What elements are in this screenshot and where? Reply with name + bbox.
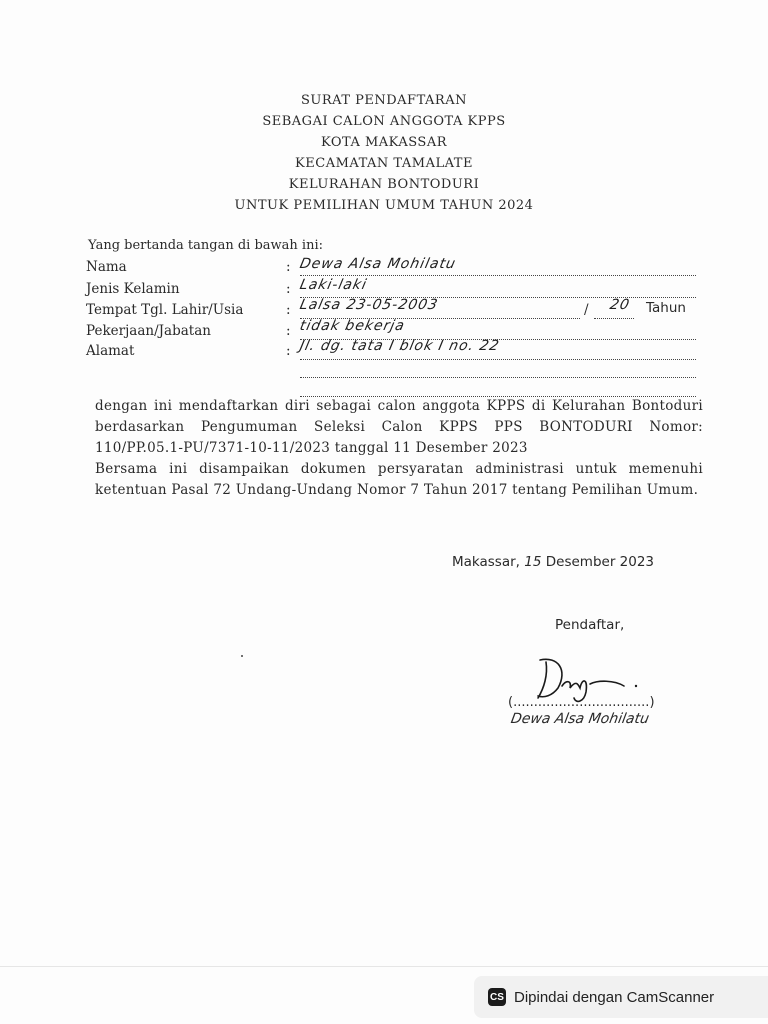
signer-name-handwritten: Dewa Alsa Mohilatu <box>509 711 651 727</box>
address-handwritten: Jl. dg. tata I blok I no. 22 <box>298 338 502 354</box>
birth-label: Tempat Tgl. Lahir/Usia <box>86 302 244 318</box>
header-line-6: UNTUK PEMILIHAN UMUM TAHUN 2024 <box>234 198 534 213</box>
header-line-5: KELURAHAN BONTODURI <box>288 177 480 192</box>
form-row-job <box>86 323 291 339</box>
footer-divider <box>0 966 768 967</box>
header-line-3: KOTA MAKASSAR <box>320 135 448 150</box>
document-header <box>0 90 768 216</box>
header-line-1: SURAT PENDAFTARAN <box>301 93 467 108</box>
job-handwritten: tidak bekerja <box>298 318 407 334</box>
address-dotted-line-2 <box>300 376 696 378</box>
camscanner-logo-icon: CS <box>488 988 506 1006</box>
day-handwritten: 15 <box>524 554 542 570</box>
body-text <box>95 396 703 501</box>
colon: : <box>286 281 291 297</box>
intro-text: Yang bertanda tangan di bawah ini: <box>88 238 323 253</box>
colon: : <box>286 259 291 275</box>
job-label: Pekerjaan/Jabatan <box>86 323 211 339</box>
place-date <box>452 554 654 570</box>
body-paragraph-2: Bersama ini disampaikan dokumen persyaratan administrasi untuk memenuhi ketentuan Pasal 72 Undang-Undang Nomor 7 Tahun 2017 tentang Pemilihan Umum. <box>95 461 703 498</box>
scan-speck <box>241 655 243 657</box>
gender-label: Jenis Kelamin <box>86 281 180 297</box>
camscanner-badge <box>474 976 768 1018</box>
form-row-address <box>86 343 291 359</box>
colon: : <box>286 323 291 339</box>
birth-handwritten: Lalsa 23-05-2003 <box>298 297 440 313</box>
colon: : <box>286 302 291 318</box>
age-handwritten: 20 <box>608 297 632 313</box>
camscanner-text: Dipindai dengan CamScanner <box>514 988 715 1006</box>
name-label: Nama <box>86 259 127 275</box>
header-line-4: KECAMATAN TAMALATE <box>295 156 473 171</box>
signer-label: Pendaftar, <box>555 617 625 633</box>
month-year: Desember 2023 <box>545 554 655 570</box>
body-paragraph-1: dengan ini mendaftarkan diri sebagai calon anggota KPPS di Kelurahan Bontoduri berdasarkan Pengumuman Seleksi Calon KPPS PPS BONTODURI Nomor: 110/PP.05.1-PU/7371-10-11/2023 tanggal 11 Desember 2023 <box>95 398 703 456</box>
address-label: Alamat <box>86 343 135 359</box>
name-handwritten: Dewa Alsa Mohilatu <box>298 256 458 272</box>
colon: : <box>286 343 291 359</box>
signature-dotted-line: (.................................) <box>508 695 655 710</box>
age-unit: Tahun <box>646 300 686 316</box>
gender-handwritten: Laki-laki <box>298 277 369 293</box>
form-row-name <box>86 259 291 275</box>
header-line-2: SEBAGAI CALON ANGGOTA KPPS <box>262 114 506 129</box>
place: Makassar, <box>452 554 520 570</box>
slash: / <box>584 302 589 318</box>
form-row-gender <box>86 281 291 297</box>
